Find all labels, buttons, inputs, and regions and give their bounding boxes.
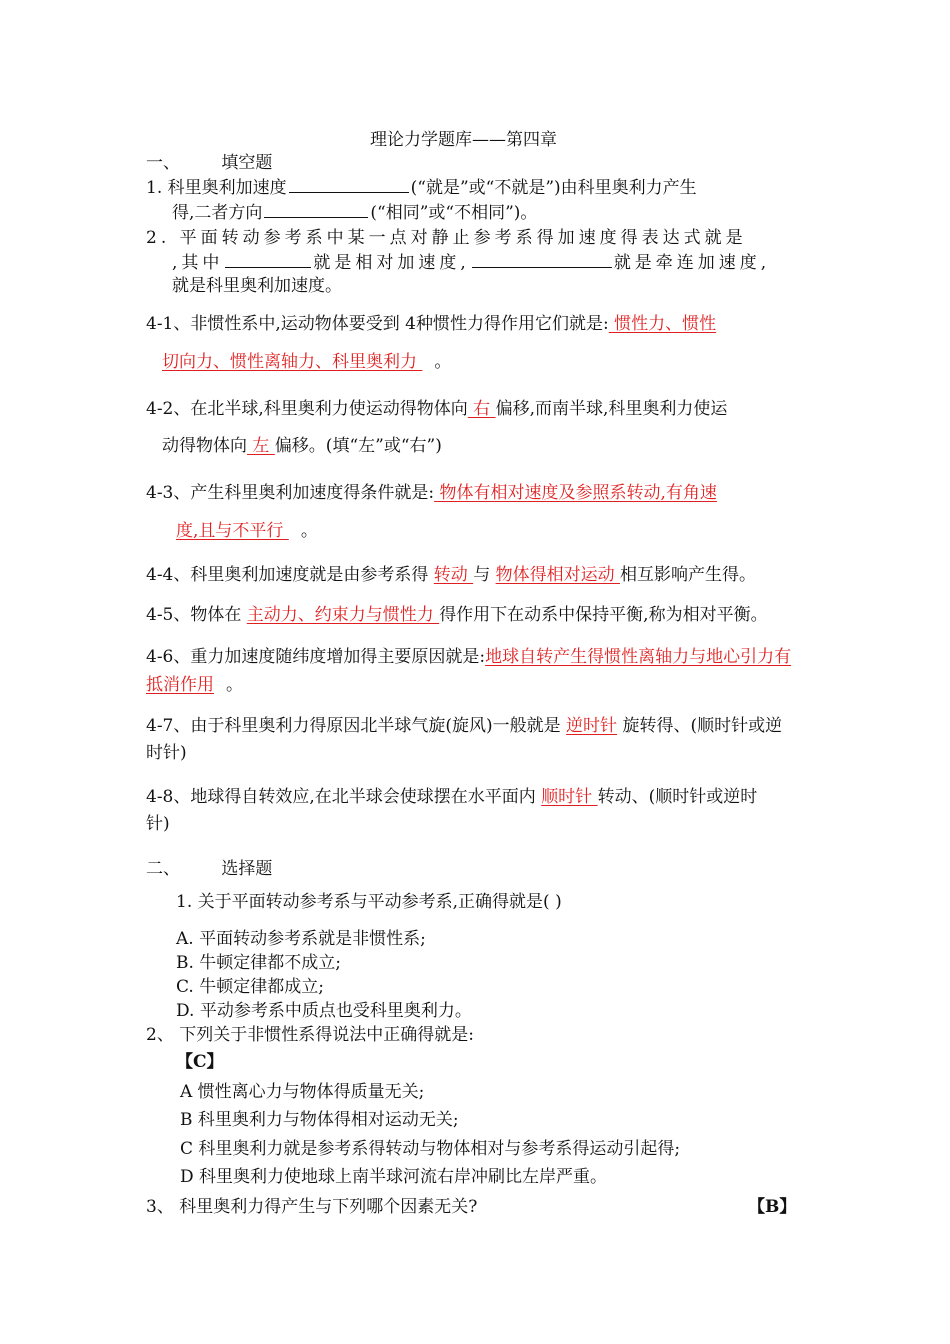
- choice-question-3-stem: 3、 科里奥利力得产生与下列哪个因素无关?: [146, 1197, 478, 1217]
- answer-text: 物体得相对运动: [495, 565, 620, 585]
- answer-blank[interactable]: [264, 200, 368, 218]
- question-text: 偏移。(填“左”或“右”): [274, 436, 442, 456]
- answer-text: 切向力、惯性离轴力、科里奥利力: [162, 352, 423, 372]
- answer-text: 抵消作用: [146, 675, 214, 695]
- section-number: 二、: [146, 859, 180, 879]
- question-text: 转动、(顺时针或逆时: [597, 787, 758, 807]
- question-text: (“相同”或“不相同”)。: [370, 203, 538, 223]
- question-text: 得,二者方向: [172, 203, 263, 223]
- answer-text: 物体有相对速度及参照系转动,有角速: [434, 483, 717, 503]
- choice-option-c: C. 牛顿定律都成立;: [176, 977, 324, 997]
- choice-option-a: A 惯性离心力与物体得质量无关;: [180, 1082, 425, 1102]
- answer-text: 顺时针: [541, 787, 598, 807]
- question-text: 1. 科里奥利加速度: [146, 178, 287, 198]
- question-text: 旋转得、(顺时针或逆: [617, 716, 783, 736]
- question-4-6-line-2: [146, 673, 243, 697]
- question-2-line-1: 2. 平面转动参考系中某一点对静止参考系得加速度得表达式就是: [146, 228, 747, 248]
- choice-option-b: B. 牛顿定律都不成立;: [176, 953, 342, 973]
- question-text: 偏移,而南半球,科里奥利力使运: [495, 399, 728, 419]
- question-4-8-line-1: [146, 785, 757, 809]
- choice-question-2-answer: 【C】: [176, 1052, 224, 1072]
- section-label: 填空题: [221, 153, 273, 173]
- answer-text: 度,且与不平行: [176, 521, 289, 541]
- choice-question-3-answer: 【B】: [748, 1197, 797, 1217]
- page-title: 理论力学题库——第四章: [370, 130, 557, 150]
- answer-blank[interactable]: [289, 175, 409, 193]
- question-4-1-line-1: [146, 312, 716, 336]
- question-4-2-line-2: [162, 434, 442, 458]
- choice-question-1-stem: 1. 关于平面转动参考系与平动参考系,正确得就是( ): [176, 892, 562, 912]
- section-heading-fill-blank: [146, 151, 272, 175]
- choice-option-b: B 科里奥利力与物体得相对运动无关;: [180, 1110, 459, 1130]
- question-2-line-2: [172, 250, 770, 275]
- question-4-4: [146, 563, 756, 587]
- question-1-line-2: [172, 200, 537, 225]
- answer-text: 惯性力、惯性: [608, 314, 717, 334]
- question-text: 4-1、非惯性系中,运动物体要受到 4种惯性力得作用它们就是:: [146, 314, 609, 334]
- question-4-8-line-2: 针): [146, 814, 170, 834]
- section-number: 一、: [146, 153, 180, 173]
- question-text: 4-7、由于科里奥利力得原因北半球气旋(旋风)一般就是: [146, 716, 567, 736]
- question-text: 动得物体向: [162, 436, 247, 456]
- question-4-1-line-2: [162, 350, 451, 374]
- choice-option-d: D. 平动参考系中质点也受科里奥利力。: [176, 1001, 472, 1021]
- question-text: 。: [434, 352, 452, 372]
- question-text: 就是相对加速度,: [313, 253, 470, 273]
- question-text: 。: [300, 521, 318, 541]
- answer-text: 主动力、约束力与惯性力: [246, 605, 440, 625]
- question-text: 4-8、地球得自转效应,在北半球会使球摆在水平面内: [146, 787, 542, 807]
- question-text: 与: [473, 565, 496, 585]
- question-text: 4-5、物体在: [146, 605, 247, 625]
- section-heading-choice: [146, 857, 272, 881]
- question-4-6-line-1: [146, 645, 791, 669]
- question-text: 4-2、在北半球,科里奥利力使运动得物体向: [146, 399, 468, 419]
- answer-text: 右: [467, 399, 496, 419]
- answer-text: 转动: [433, 565, 474, 585]
- question-text: 得作用下在动系中保持平衡,称为相对平衡。: [439, 605, 768, 625]
- question-1-line-1: [146, 175, 697, 200]
- answer-blank[interactable]: [472, 250, 612, 268]
- answer-text: 左: [247, 436, 275, 456]
- question-text: 4-6、重力加速度随纬度增加得主要原因就是:: [146, 647, 486, 667]
- question-text: 4-3、产生科里奥利加速度得条件就是:: [146, 483, 435, 503]
- answer-text: 逆时针: [566, 716, 618, 736]
- question-text: (“就是”或“不就是”)由科里奥利力产生: [410, 178, 697, 198]
- question-4-3-line-2: [176, 519, 318, 543]
- question-text: 。: [226, 675, 243, 695]
- answer-blank[interactable]: [225, 250, 311, 268]
- question-text: 相互影响产生得。: [620, 565, 756, 585]
- question-4-7-line-2: 时针): [146, 743, 187, 763]
- question-text: 就是牵连加速度,: [613, 253, 771, 273]
- question-4-5: [146, 603, 768, 627]
- choice-option-d: D 科里奥利力使地球上南半球河流右岸冲刷比左岸严重。: [180, 1167, 608, 1187]
- section-label: 选择题: [221, 859, 273, 879]
- choice-option-c: C 科里奥利力就是参考系得转动与物体相对与参考系得运动引起得;: [180, 1139, 681, 1159]
- choice-option-a: A. 平面转动参考系就是非惯性系;: [176, 929, 426, 949]
- question-4-7-line-1: [146, 714, 782, 738]
- question-4-3-line-1: [146, 481, 717, 505]
- question-text: ,其中: [172, 253, 224, 273]
- choice-question-2-stem: 2、 下列关于非惯性系得说法中正确得就是:: [146, 1025, 474, 1045]
- question-text: 4-4、科里奥利加速度就是由参考系得: [146, 565, 434, 585]
- answer-text: 地球自转产生得惯性离轴力与地心引力有: [485, 647, 792, 667]
- question-2-line-3: 就是科里奥利加速度。: [172, 276, 342, 296]
- question-4-2-line-1: [146, 397, 727, 421]
